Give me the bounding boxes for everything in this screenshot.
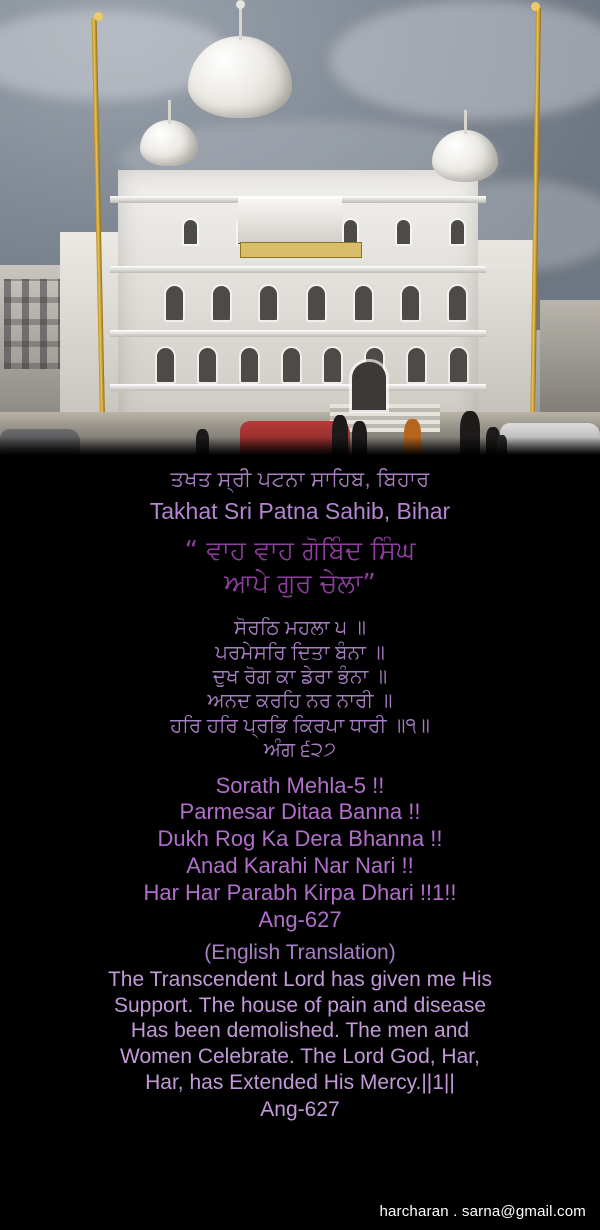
transliteration-line: Dukh Rog Ka Dera Bhanna !! (157, 826, 443, 852)
arch-window (451, 220, 464, 244)
central-balcony (238, 196, 342, 243)
shabad-transliteration (0, 763, 600, 934)
translation-ang: Ang-627 (260, 1098, 340, 1122)
shabad-gurmukhi-line: ਪਰਮੇਸਰਿ ਦਿਤਾ ਬੰਨਾ ॥ (215, 641, 385, 664)
dome-finial (239, 6, 242, 40)
english-translation (0, 965, 600, 1123)
translation-header: (English Translation) (204, 940, 396, 964)
arch-window (260, 286, 277, 320)
finial-ball (236, 0, 245, 9)
transliteration-line: Sorath Mehla-5 !! (215, 772, 385, 798)
shabad-gurmukhi-line: ਸੋਰਠਿ ਮਹਲਾ ੫ ॥ (234, 617, 366, 640)
gurdwara-photo (0, 0, 600, 455)
translation-line: Women Celebrate. The Lord God, Har, (120, 1045, 480, 1068)
quote-line-2: ਆਪੇ ਗੁਰ ਚੇਲਾ” (224, 569, 376, 600)
cornice (110, 266, 486, 273)
facade-window-row (118, 274, 514, 320)
translation-line: Har, has Extended His Mercy.||1|| (145, 1070, 455, 1094)
caption-roman: Takhat Sri Patna Sahib, Bihar (149, 497, 451, 524)
gobind-singh-quote (0, 525, 600, 603)
shabad-gurmukhi-ang: ਅੰਗ ੬੨੭ (263, 739, 337, 762)
arch-window (355, 286, 372, 320)
quote-line-1: “ ਵਾਹ ਵਾਹ ਗੋਬਿੰਦ ਸਿੰਘ (184, 535, 416, 566)
shabad-gurmukhi-line: ਦੁਖ ਰੋਗ ਕਾ ਡੇਰਾ ਭੰਨਾ ॥ (212, 666, 388, 689)
arch-window (324, 348, 341, 382)
dome-finial (464, 110, 467, 134)
arch-window (283, 348, 300, 382)
photo-bottom-fade (0, 437, 600, 455)
transliteration-line: Anad Karahi Nar Nari !! (186, 853, 414, 879)
transliteration-line: Har Har Parabh Kirpa Dhari !!1!! (143, 879, 457, 905)
arch-window (166, 286, 183, 320)
cornice (110, 384, 486, 391)
poster-text-block (0, 455, 600, 1123)
pole-tip (531, 2, 540, 11)
pole-tip (94, 12, 103, 21)
shabad-gurmukhi-line: ਹਰਿ ਹਰਿ ਪ੍ਰਭਿ ਕਿਰਪਾ ਧਾਰੀ ॥੧॥ (170, 714, 430, 737)
caption-gurmukhi: ਤਖਤ ਸ੍ਰੀ ਪਟਨਾ ਸਾਹਿਬ, ਬਿਹਾਰ (170, 468, 430, 491)
cornice (110, 330, 486, 337)
shabad-gurmukhi-line: ਅਨਦ ਕਰਹਿ ਨਰ ਨਾਰੀ ॥ (207, 690, 393, 713)
arch-window (344, 220, 357, 244)
arch-window (213, 286, 230, 320)
shabad-gurmukhi (0, 602, 600, 762)
translation-line: Support. The house of pain and disease (113, 993, 487, 1017)
translation-line: The Transcendent Lord has given me His (107, 968, 493, 992)
transliteration-ang: Ang-627 (258, 906, 342, 932)
arch-window (308, 286, 325, 320)
arch-window (402, 286, 419, 320)
arch-window (449, 286, 466, 320)
gurdwara-signboard (240, 242, 362, 258)
arch-window (241, 348, 258, 382)
credit-email: harcharan . sarna@gmail.com (379, 1203, 586, 1220)
facade-window-row (118, 338, 506, 382)
arch-window (199, 348, 216, 382)
arch-window (450, 348, 467, 382)
arch-window (184, 220, 197, 244)
transliteration-line: Parmesar Ditaa Banna !! (179, 799, 421, 825)
main-entrance-door (352, 362, 386, 410)
adjacent-building-right (540, 300, 600, 420)
arch-window (157, 348, 174, 382)
translation-line: Has been demolished. The men and (130, 1019, 470, 1043)
arch-window (408, 348, 425, 382)
dome-finial (168, 100, 171, 124)
arch-window (397, 220, 410, 244)
